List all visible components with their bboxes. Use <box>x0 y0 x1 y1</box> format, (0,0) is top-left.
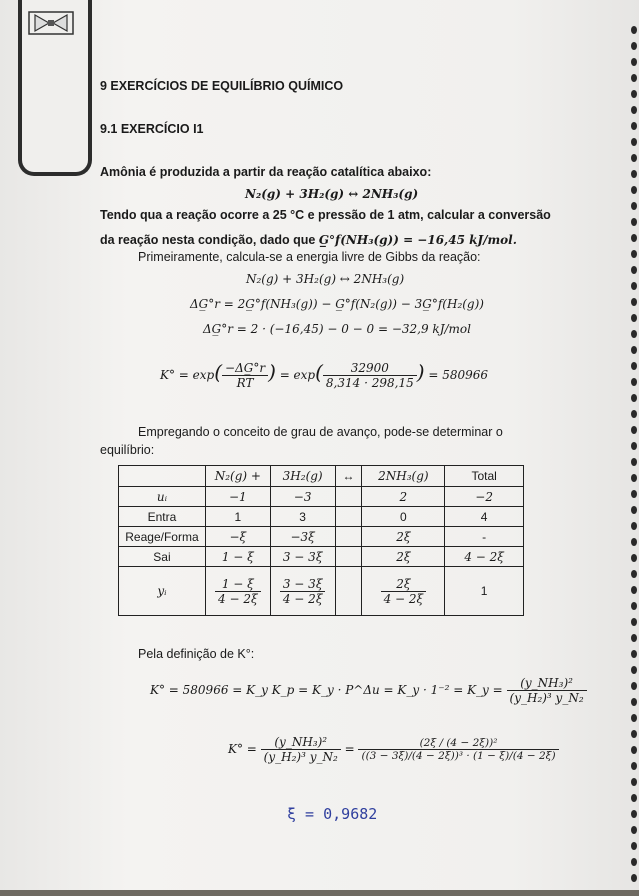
table-cell <box>362 567 445 616</box>
binding-hole <box>631 554 637 562</box>
binding-hole <box>631 330 637 338</box>
equation-k-expansion <box>150 676 587 705</box>
eq-k2-num: (y_NH₃)² <box>520 676 573 690</box>
table-cell: yᵢ <box>119 567 206 616</box>
problem-line-2-math: G̲°f(NH₃(g)) = −16,45 kJ/mol. <box>318 233 517 247</box>
binding-hole <box>631 26 637 34</box>
eq-k2-lhs: K° = 580966 = K_y K_p = K_y · P^Δu = K_y · 1⁻² = K_y = <box>150 683 507 697</box>
table-cell: 2 <box>362 487 445 507</box>
eq-k3-a-num: (y_NH₃)² <box>274 735 328 749</box>
binding-hole <box>631 570 637 578</box>
binding-hole <box>631 378 637 386</box>
binding-hole <box>631 874 637 882</box>
equation-delta-g-value: ΔG̲°r = 2 · (−16,45) − 0 − 0 = −32,9 kJ/mol <box>203 322 471 336</box>
table-cell: 0 <box>362 507 445 527</box>
eq-k-frac2-num: 32900 <box>350 361 389 375</box>
table-cell: −3ξ <box>270 527 335 547</box>
binding-hole <box>631 250 637 258</box>
problem-line-2-text: da reação nesta condição, dado que <box>100 233 319 247</box>
binding-hole <box>631 826 637 834</box>
table-header-cell: ↔ <box>335 466 362 487</box>
table-cell: Entra <box>119 507 206 527</box>
table-cell: 1 − ξ <box>205 547 270 567</box>
binding-hole <box>631 842 637 850</box>
table-cell: 3 <box>270 507 335 527</box>
table-cell: uᵢ <box>119 487 206 507</box>
handwritten-answer: ξ = 0,9682 <box>287 805 378 823</box>
table-row <box>119 487 524 507</box>
table-cell: 3 − 3ξ <box>270 547 335 567</box>
table-cell <box>270 567 335 616</box>
binding-hole <box>631 394 637 402</box>
fraction-numerator: 2ξ <box>396 576 411 591</box>
table-cell: 2ξ <box>362 547 445 567</box>
fraction-numerator: 3 − 3ξ <box>282 576 323 591</box>
binding-hole <box>631 362 637 370</box>
binding-hole <box>631 810 637 818</box>
binding-hole <box>631 730 637 738</box>
table-cell <box>205 567 270 616</box>
problem-line-1: Tendo qua a reação ocorre a 25 °C e pressão de 1 atm, calcular a conversão <box>100 208 551 222</box>
eq-k-frac2-den: 8,314 · 298,15 <box>323 375 417 390</box>
eq-k3-b-den: ((3 − 3ξ)/(4 − 2ξ))³ · (1 − ξ)/(4 − 2ξ) <box>358 749 558 762</box>
table-cell <box>335 527 362 547</box>
binding-hole <box>631 490 637 498</box>
equation-reaction: N₂(g) + 3H₂(g) ↔ 2NH₃(g) <box>246 272 405 286</box>
table-header-cell: Total <box>445 466 524 487</box>
binding-hole <box>631 74 637 82</box>
table-header-row <box>119 466 524 487</box>
reaction-equation: N₂(g) + 3H₂(g) ↔ 2NH₃(g) <box>245 187 419 201</box>
binding-hole <box>631 506 637 514</box>
binding-hole <box>631 90 637 98</box>
fraction-denominator: 4 − 2ξ <box>215 591 261 606</box>
binding-hole <box>631 218 637 226</box>
table-cell: 4 <box>445 507 524 527</box>
binding-hole <box>631 666 637 674</box>
bow-tie-icon <box>28 10 74 36</box>
eq-k3-b-num: (2ξ / (4 − 2ξ))² <box>419 737 498 749</box>
binding-hole <box>631 154 637 162</box>
table-cell <box>335 487 362 507</box>
table-cell <box>335 547 362 567</box>
binding-hole <box>631 202 637 210</box>
binding-hole <box>631 538 637 546</box>
binding-hole <box>631 746 637 754</box>
binding-hole <box>631 618 637 626</box>
table-cell: −3 <box>270 487 335 507</box>
table-header-cell: 3H₂(g) <box>270 466 335 487</box>
binding-hole <box>631 298 637 306</box>
eq-k3-lhs: K° = <box>228 742 261 756</box>
paragraph-extent-line-2: equilíbrio: <box>100 443 155 457</box>
table-cell: Sai <box>119 547 206 567</box>
equation-k: K° = exp( $\frac{-\Delta G̲^\circ r}{RT}$ ) = exp( $\frac{32900}{8,314 \cdot 298,15}$ ) = 580966 <box>160 360 489 390</box>
table-cell: 4 − 2ξ <box>445 547 524 567</box>
table-cell: 1 <box>205 507 270 527</box>
binding-hole <box>631 634 637 642</box>
binding-hole <box>631 282 637 290</box>
binding-hole <box>631 106 637 114</box>
binding-hole <box>631 858 637 866</box>
equation-delta-g-definition: ΔG̲°r = 2G̲°f(NH₃(g)) − G̲°f(N₂(g)) − 3G̲°f(H₂(g)) <box>190 297 484 311</box>
problem-line-2 <box>100 231 517 249</box>
equilibrium-table <box>118 465 524 616</box>
binding-hole <box>631 442 637 450</box>
paragraph-extent-line-1: Empregando o conceito de grau de avanço, pode-se determinar o <box>138 425 503 439</box>
binding-hole <box>631 314 637 322</box>
equation-k-extent <box>228 735 559 764</box>
eq-k-frac1-den: RT <box>222 375 268 390</box>
binding-hole <box>631 602 637 610</box>
binding-hole <box>631 266 637 274</box>
binding-hole <box>631 458 637 466</box>
subsection-heading: 9.1 EXERCÍCIO I1 <box>100 122 204 136</box>
binding-hole <box>631 762 637 770</box>
binding-hole <box>631 410 637 418</box>
binding-hole <box>631 138 637 146</box>
table-header-cell: 2NH₃(g) <box>362 466 445 487</box>
binding-hole <box>631 522 637 530</box>
table-cell <box>335 567 362 616</box>
binding-hole <box>631 234 637 242</box>
binding-hole <box>631 346 637 354</box>
table-cell: −1 <box>205 487 270 507</box>
eq-k-rhs: = 580966 <box>424 368 489 382</box>
page-bottom-edge <box>0 890 639 896</box>
fraction-denominator: 4 − 2ξ <box>381 591 427 606</box>
table-cell: 2ξ <box>362 527 445 547</box>
binding-hole <box>631 682 637 690</box>
table-cell: −ξ <box>205 527 270 547</box>
spiral-binding <box>627 0 639 896</box>
binding-hole <box>631 778 637 786</box>
binding-hole <box>631 42 637 50</box>
table-row <box>119 507 524 527</box>
paragraph-definition: Pela definição de K°: <box>138 647 255 661</box>
eq-k3-equals: = <box>340 742 359 756</box>
fraction-denominator: 4 − 2ξ <box>280 591 326 606</box>
binding-hole <box>631 170 637 178</box>
intro-text: Amônia é produzida a partir da reação catalítica abaixo: <box>100 165 432 179</box>
binding-hole <box>631 698 637 706</box>
table-header-cell: N₂(g) + <box>205 466 270 487</box>
table-cell: 1 <box>445 567 524 616</box>
table-header-cell <box>119 466 206 487</box>
table-cell: Reage/Forma <box>119 527 206 547</box>
table-cell: −2 <box>445 487 524 507</box>
table-cell <box>335 507 362 527</box>
table-cell: - <box>445 527 524 547</box>
binding-hole <box>631 714 637 722</box>
binding-hole <box>631 122 637 130</box>
eq-k-mid: = exp <box>275 368 316 382</box>
binding-hole <box>631 426 637 434</box>
table-row <box>119 547 524 567</box>
binding-hole <box>631 586 637 594</box>
fraction-numerator: 1 − ξ <box>221 576 254 591</box>
binding-hole <box>631 474 637 482</box>
section-heading: 9 EXERCÍCIOS DE EQUILÍBRIO QUÍMICO <box>100 79 344 93</box>
table-row <box>119 527 524 547</box>
binding-hole <box>631 794 637 802</box>
eq-k3-a-den: (y_H₂)³ y_N₂ <box>261 749 341 764</box>
eq-k-lhs: K° = exp <box>160 368 215 382</box>
table-row <box>119 567 524 616</box>
binding-hole <box>631 58 637 66</box>
binding-hole <box>631 650 637 658</box>
eq-k2-den: (y_H₂)³ y_N₂ <box>507 690 587 705</box>
paragraph-gibbs: Primeiramente, calcula-se a energia livre de Gibbs da reação: <box>138 250 481 264</box>
binding-hole <box>631 186 637 194</box>
eq-k-frac1-num: −ΔG̲°r <box>225 361 266 375</box>
